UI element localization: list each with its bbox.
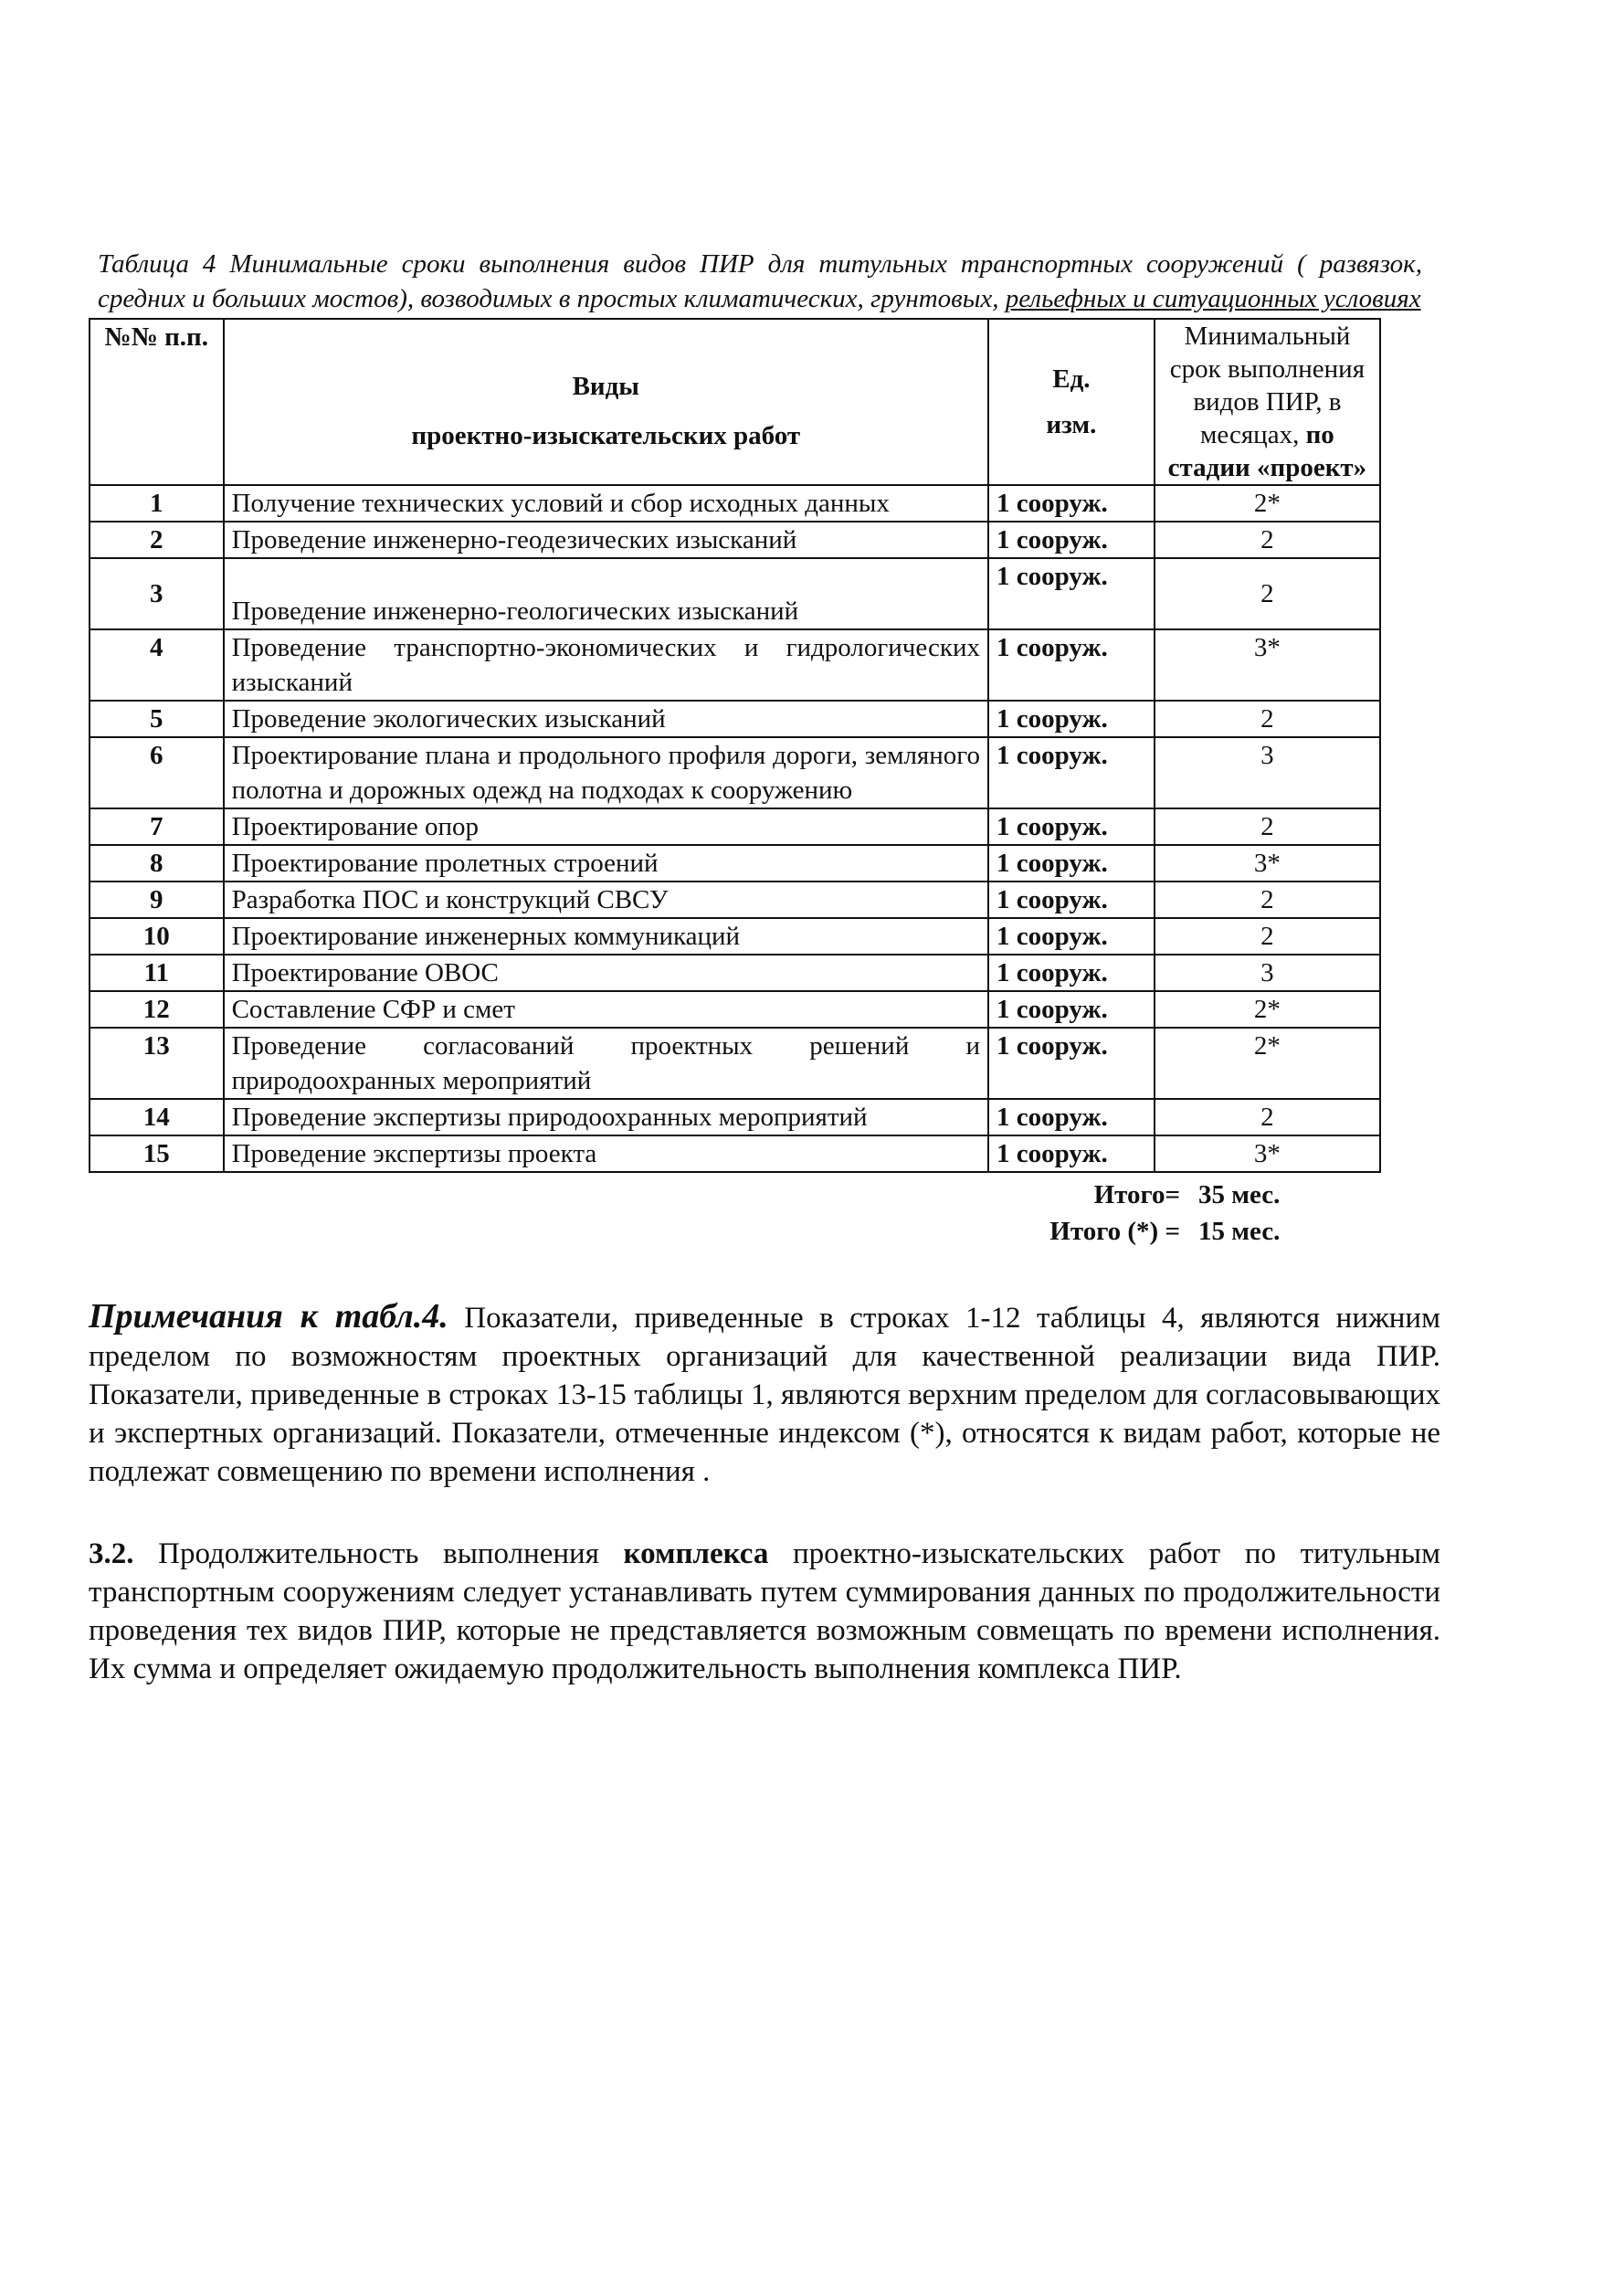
table-row: [90, 485, 1380, 522]
row-num: 3: [90, 558, 224, 629]
row-unit: 1 сооруж.: [988, 1135, 1155, 1172]
row-num: 8: [90, 845, 224, 882]
row-min-term: 2: [1155, 808, 1380, 845]
section-bold-word: комплекса: [623, 1537, 769, 1570]
row-work-type: Проведение экспертизы природоохранных мероприятий: [224, 1099, 988, 1135]
row-work-type: Проведение инженерно-геодезических изысканий: [224, 522, 988, 558]
pir-terms-table: [89, 318, 1381, 1173]
header-min-normal: Минимальный срок выполнения видов ПИР, в месяцах,: [1169, 322, 1366, 449]
row-unit: 1 сооруж.: [988, 737, 1155, 808]
row-num: 10: [90, 918, 224, 955]
row-num: 15: [90, 1135, 224, 1172]
star-total-value: 15 мес.: [1198, 1217, 1281, 1246]
section-text-part1: Продолжительность выполнения: [133, 1537, 624, 1570]
row-num: 9: [90, 882, 224, 918]
row-unit: 1 сооруж.: [988, 808, 1155, 845]
row-unit: 1 сооруж.: [988, 522, 1155, 558]
row-work-type: Разработка ПОС и конструкций СВСУ: [224, 882, 988, 918]
table-row: [90, 991, 1380, 1028]
row-num: 12: [90, 991, 224, 1028]
total-value: 35 мес.: [1198, 1180, 1281, 1209]
table-row: [90, 918, 1380, 955]
row-min-term: 3*: [1155, 629, 1380, 701]
table-row: [90, 558, 1380, 629]
totals-block: [89, 1177, 1381, 1250]
row-work-type: Проектирование опор: [224, 808, 988, 845]
header-name-line2: проектно-изыскательских работ: [411, 421, 801, 450]
table-caption: [89, 247, 1422, 316]
table-row: [90, 629, 1380, 701]
header-unit: [988, 319, 1155, 485]
table-row: [90, 955, 1380, 991]
table-notes: [89, 1297, 1440, 1491]
row-unit: 1 сооруж.: [988, 882, 1155, 918]
total-label: Итого=: [1093, 1180, 1180, 1209]
row-unit: 1 сооруж.: [988, 1028, 1155, 1099]
row-work-type: Проектирование ОВОС: [224, 955, 988, 991]
row-work-type: Проведение экологических изысканий: [224, 701, 988, 737]
header-min-term: [1155, 319, 1380, 485]
row-unit: 1 сооруж.: [988, 1099, 1155, 1135]
table-row: [90, 522, 1380, 558]
row-num: 6: [90, 737, 224, 808]
row-num: 2: [90, 522, 224, 558]
caption-underlined: рельефных и ситуационных условиях: [1005, 284, 1421, 313]
table-row: [90, 1028, 1380, 1099]
row-min-term: 2*: [1155, 1028, 1380, 1099]
section-3-2: [89, 1535, 1440, 1688]
header-num: №№ п.п.: [90, 319, 224, 485]
row-min-term: 3: [1155, 737, 1380, 808]
row-unit: 1 сооруж.: [988, 991, 1155, 1028]
row-work-type: Проектирование пролетных строений: [224, 845, 988, 882]
row-min-term: 2: [1155, 1099, 1380, 1135]
section-number: 3.2.: [89, 1537, 134, 1570]
row-num: 13: [90, 1028, 224, 1099]
row-num: 1: [90, 485, 224, 522]
row-min-term: 2: [1155, 701, 1380, 737]
star-total-row: [89, 1213, 1381, 1250]
row-unit: 1 сооруж.: [988, 955, 1155, 991]
row-work-type: Проведение экспертизы проекта: [224, 1135, 988, 1172]
row-min-term: 2: [1155, 558, 1380, 629]
row-num: 14: [90, 1099, 224, 1135]
row-work-type: Получение технических условий и сбор исходных данных: [224, 485, 988, 522]
caption-text: Таблица 4 Минимальные сроки выполнения видов ПИР для титульных транспортных сооружений ( развязок, средних и больших мостов), возводимых в простых климатических, грунтовых,: [98, 249, 1422, 313]
table-row: [90, 737, 1380, 808]
table-header-row: [90, 319, 1380, 485]
row-num: 4: [90, 629, 224, 701]
header-name: [224, 319, 988, 485]
row-work-type: Проведение согласований проектных решений и природоохранных мероприятий: [224, 1028, 988, 1099]
notes-body: Показатели, приведенные в строках 1-12 таблицы 4, являются нижним пределом по возможностям проектных организаций для качественной реализации вида ПИР. Показатели, приведенные в строках 13-15 таблицы 1, являются верхним пределом для согласовывающих и экспертных организаций. Показатели, отмеченные индексом (*), относятся к видам работ, которые не подлежат совмещению по времени исполнения .: [89, 1302, 1440, 1488]
row-work-type: Проектирование плана и продольного профиля дороги, земляного полотна и дорожных одежд на подходах к сооружению: [224, 737, 988, 808]
row-unit: 1 сооруж.: [988, 629, 1155, 701]
row-min-term: 2*: [1155, 485, 1380, 522]
row-unit: 1 сооруж.: [988, 485, 1155, 522]
row-min-term: 2: [1155, 522, 1380, 558]
table-row: [90, 808, 1380, 845]
row-unit: 1 сооруж.: [988, 701, 1155, 737]
star-total-label: Итого (*) =: [1049, 1217, 1180, 1246]
row-min-term: 3*: [1155, 1135, 1380, 1172]
header-unit-line1: Ед.: [1052, 364, 1091, 394]
row-work-type: Проектирование инженерных коммуникаций: [224, 918, 988, 955]
header-name-line1: Виды: [572, 372, 639, 401]
header-unit-line2: изм.: [1046, 410, 1097, 439]
table-body: [90, 485, 1380, 1172]
row-unit: 1 сооруж.: [988, 845, 1155, 882]
table-row: [90, 1135, 1380, 1172]
row-num: 5: [90, 701, 224, 737]
total-row: [89, 1177, 1381, 1213]
row-min-term: 3: [1155, 955, 1380, 991]
row-min-term: 3*: [1155, 845, 1380, 882]
row-work-type: Проведение транспортно-экономических и гидрологических изысканий: [224, 629, 988, 701]
row-num: 7: [90, 808, 224, 845]
header-min-bold: по стадии «проект»: [1167, 420, 1367, 482]
row-min-term: 2: [1155, 918, 1380, 955]
row-min-term: 2*: [1155, 991, 1380, 1028]
section-text-part2: проектно-изыскательских работ по титульным транспортным сооружениям следует устанавливать путем суммирования данных по продолжительности проведения тех видов ПИР, которые не представляется возможным совмещать по времени исполнения. Их сумма и определяет ожидаемую продолжительность выполнения комплекса ПИР.: [89, 1537, 1440, 1685]
row-min-term: 2: [1155, 882, 1380, 918]
row-unit: 1 сооруж.: [988, 918, 1155, 955]
table-row: [90, 1099, 1380, 1135]
row-work-type: Составление СФР и смет: [224, 991, 988, 1028]
table-row: [90, 845, 1380, 882]
table-row: [90, 882, 1380, 918]
row-work-type: Проведение инженерно-геологических изысканий: [224, 558, 988, 629]
row-unit: 1 сооруж.: [988, 558, 1155, 629]
notes-heading: Примечания к табл.4.: [89, 1297, 448, 1336]
table-row: [90, 701, 1380, 737]
row-num: 11: [90, 955, 224, 991]
